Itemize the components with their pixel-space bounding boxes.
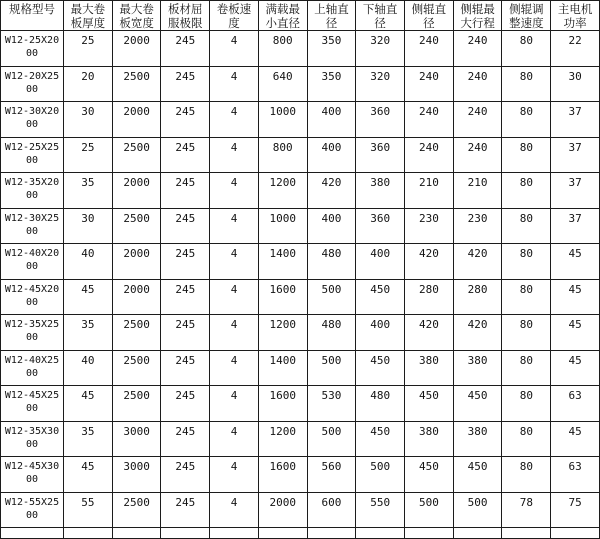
value-cell: 2500 <box>112 492 161 528</box>
value-cell: 80 <box>502 421 551 457</box>
column-header-side-roll-adjust-speed: 侧辊调整速度 <box>502 1 551 31</box>
value-cell: 320 <box>356 66 405 102</box>
value-cell: 35 <box>64 315 113 351</box>
value-cell: 37 <box>551 173 600 209</box>
value-cell: 2000 <box>112 279 161 315</box>
partial-bottom-row <box>1 528 600 539</box>
value-cell: 80 <box>502 137 551 173</box>
value-cell: 2000 <box>112 102 161 138</box>
value-cell: 2500 <box>112 137 161 173</box>
value-cell: 2500 <box>112 66 161 102</box>
value-cell: 4 <box>210 457 259 493</box>
column-header-min-full-load-diameter: 满载最小直径 <box>258 1 307 31</box>
empty-cell <box>64 528 113 539</box>
value-cell: 245 <box>161 315 210 351</box>
value-cell: 800 <box>258 137 307 173</box>
value-cell: 500 <box>405 492 454 528</box>
value-cell: 30 <box>64 102 113 138</box>
column-header-spec-model: 规格型号 <box>1 1 64 31</box>
value-cell: 45 <box>64 386 113 422</box>
value-cell: 380 <box>356 173 405 209</box>
value-cell: 45 <box>64 279 113 315</box>
empty-cell <box>112 528 161 539</box>
model-cell: W12-25X2000 <box>1 31 64 67</box>
value-cell: 420 <box>453 244 502 280</box>
value-cell: 4 <box>210 421 259 457</box>
value-cell: 1200 <box>258 315 307 351</box>
empty-cell <box>1 528 64 539</box>
model-cell: W12-30X2500 <box>1 208 64 244</box>
value-cell: 4 <box>210 102 259 138</box>
value-cell: 400 <box>307 102 356 138</box>
table-row <box>1 208 600 244</box>
value-cell: 420 <box>307 173 356 209</box>
table-row <box>1 244 600 280</box>
value-cell: 450 <box>356 421 405 457</box>
value-cell: 280 <box>453 279 502 315</box>
value-cell: 480 <box>356 386 405 422</box>
value-cell: 80 <box>502 350 551 386</box>
value-cell: 4 <box>210 350 259 386</box>
value-cell: 25 <box>64 31 113 67</box>
value-cell: 37 <box>551 208 600 244</box>
value-cell: 640 <box>258 66 307 102</box>
column-header-side-roll-max-stroke: 侧辊最大行程 <box>453 1 502 31</box>
model-cell: W12-40X2000 <box>1 244 64 280</box>
value-cell: 230 <box>405 208 454 244</box>
empty-cell <box>258 528 307 539</box>
value-cell: 2500 <box>112 208 161 244</box>
table-row <box>1 457 600 493</box>
value-cell: 450 <box>356 350 405 386</box>
value-cell: 240 <box>405 31 454 67</box>
value-cell: 30 <box>551 66 600 102</box>
value-cell: 63 <box>551 457 600 493</box>
value-cell: 500 <box>356 457 405 493</box>
table-row <box>1 102 600 138</box>
empty-cell <box>453 528 502 539</box>
value-cell: 2000 <box>112 244 161 280</box>
value-cell: 350 <box>307 66 356 102</box>
value-cell: 245 <box>161 244 210 280</box>
value-cell: 63 <box>551 386 600 422</box>
empty-cell <box>405 528 454 539</box>
value-cell: 210 <box>453 173 502 209</box>
value-cell: 245 <box>161 492 210 528</box>
value-cell: 4 <box>210 386 259 422</box>
table-row <box>1 421 600 457</box>
value-cell: 4 <box>210 279 259 315</box>
table-row <box>1 315 600 351</box>
value-cell: 80 <box>502 244 551 280</box>
value-cell: 240 <box>405 66 454 102</box>
value-cell: 320 <box>356 31 405 67</box>
value-cell: 500 <box>453 492 502 528</box>
value-cell: 80 <box>502 208 551 244</box>
value-cell: 280 <box>405 279 454 315</box>
table-row <box>1 386 600 422</box>
value-cell: 380 <box>405 421 454 457</box>
value-cell: 500 <box>307 421 356 457</box>
value-cell: 80 <box>502 102 551 138</box>
column-header-main-motor-power: 主电机功率 <box>551 1 600 31</box>
value-cell: 245 <box>161 457 210 493</box>
value-cell: 1600 <box>258 279 307 315</box>
value-cell: 245 <box>161 386 210 422</box>
model-cell: W12-20X2500 <box>1 66 64 102</box>
value-cell: 450 <box>453 457 502 493</box>
value-cell: 360 <box>356 137 405 173</box>
value-cell: 2500 <box>112 350 161 386</box>
value-cell: 40 <box>64 350 113 386</box>
value-cell: 37 <box>551 137 600 173</box>
value-cell: 80 <box>502 31 551 67</box>
value-cell: 245 <box>161 102 210 138</box>
value-cell: 4 <box>210 315 259 351</box>
value-cell: 1400 <box>258 350 307 386</box>
model-cell: W12-35X2000 <box>1 173 64 209</box>
value-cell: 800 <box>258 31 307 67</box>
model-cell: W12-45X3000 <box>1 457 64 493</box>
value-cell: 1600 <box>258 386 307 422</box>
value-cell: 240 <box>453 31 502 67</box>
table-row <box>1 66 600 102</box>
value-cell: 4 <box>210 137 259 173</box>
value-cell: 20 <box>64 66 113 102</box>
value-cell: 1200 <box>258 173 307 209</box>
value-cell: 450 <box>405 457 454 493</box>
value-cell: 2000 <box>112 31 161 67</box>
value-cell: 4 <box>210 208 259 244</box>
table-row <box>1 350 600 386</box>
value-cell: 78 <box>502 492 551 528</box>
column-header-max-plate-width: 最大卷板宽度 <box>112 1 161 31</box>
value-cell: 550 <box>356 492 405 528</box>
table-row <box>1 492 600 528</box>
value-cell: 4 <box>210 31 259 67</box>
value-cell: 240 <box>405 102 454 138</box>
value-cell: 350 <box>307 31 356 67</box>
empty-cell <box>551 528 600 539</box>
value-cell: 360 <box>356 208 405 244</box>
value-cell: 420 <box>405 315 454 351</box>
value-cell: 360 <box>356 102 405 138</box>
value-cell: 80 <box>502 173 551 209</box>
column-header-lower-roll-diameter: 下轴直径 <box>356 1 405 31</box>
value-cell: 45 <box>551 244 600 280</box>
value-cell: 1600 <box>258 457 307 493</box>
value-cell: 2000 <box>258 492 307 528</box>
empty-cell <box>502 528 551 539</box>
value-cell: 500 <box>307 279 356 315</box>
value-cell: 210 <box>405 173 454 209</box>
value-cell: 480 <box>307 315 356 351</box>
value-cell: 45 <box>64 457 113 493</box>
value-cell: 25 <box>64 137 113 173</box>
value-cell: 2500 <box>112 315 161 351</box>
value-cell: 2000 <box>112 173 161 209</box>
value-cell: 480 <box>307 244 356 280</box>
value-cell: 380 <box>405 350 454 386</box>
value-cell: 245 <box>161 31 210 67</box>
value-cell: 245 <box>161 279 210 315</box>
value-cell: 245 <box>161 66 210 102</box>
value-cell: 75 <box>551 492 600 528</box>
value-cell: 35 <box>64 173 113 209</box>
column-header-upper-roll-diameter: 上轴直径 <box>307 1 356 31</box>
value-cell: 245 <box>161 421 210 457</box>
value-cell: 380 <box>453 421 502 457</box>
value-cell: 45 <box>551 350 600 386</box>
empty-cell <box>356 528 405 539</box>
value-cell: 450 <box>356 279 405 315</box>
value-cell: 450 <box>453 386 502 422</box>
value-cell: 3000 <box>112 421 161 457</box>
value-cell: 22 <box>551 31 600 67</box>
value-cell: 420 <box>453 315 502 351</box>
value-cell: 45 <box>551 279 600 315</box>
value-cell: 35 <box>64 421 113 457</box>
value-cell: 380 <box>453 350 502 386</box>
value-cell: 3000 <box>112 457 161 493</box>
value-cell: 30 <box>64 208 113 244</box>
value-cell: 500 <box>307 350 356 386</box>
value-cell: 400 <box>307 208 356 244</box>
column-header-max-plate-thickness: 最大卷板厚度 <box>64 1 113 31</box>
value-cell: 2500 <box>112 386 161 422</box>
model-cell: W12-45X2000 <box>1 279 64 315</box>
value-cell: 240 <box>453 137 502 173</box>
column-header-yield-limit: 板材屈服极限 <box>161 1 210 31</box>
value-cell: 245 <box>161 137 210 173</box>
value-cell: 4 <box>210 173 259 209</box>
value-cell: 80 <box>502 386 551 422</box>
table-header-row <box>1 1 600 31</box>
empty-cell <box>210 528 259 539</box>
value-cell: 450 <box>405 386 454 422</box>
value-cell: 240 <box>405 137 454 173</box>
model-cell: W12-25X2500 <box>1 137 64 173</box>
model-cell: W12-30X2000 <box>1 102 64 138</box>
value-cell: 80 <box>502 66 551 102</box>
value-cell: 80 <box>502 315 551 351</box>
value-cell: 600 <box>307 492 356 528</box>
table-row <box>1 173 600 209</box>
value-cell: 40 <box>64 244 113 280</box>
column-header-side-roll-diameter: 侧辊直径 <box>405 1 454 31</box>
model-cell: W12-40X2500 <box>1 350 64 386</box>
empty-cell <box>307 528 356 539</box>
value-cell: 240 <box>453 102 502 138</box>
model-cell: W12-55X2500 <box>1 492 64 528</box>
model-cell: W12-35X2500 <box>1 315 64 351</box>
value-cell: 530 <box>307 386 356 422</box>
value-cell: 4 <box>210 244 259 280</box>
value-cell: 420 <box>405 244 454 280</box>
value-cell: 1000 <box>258 208 307 244</box>
value-cell: 4 <box>210 66 259 102</box>
value-cell: 80 <box>502 457 551 493</box>
value-cell: 1200 <box>258 421 307 457</box>
value-cell: 240 <box>453 66 502 102</box>
model-cell: W12-35X3000 <box>1 421 64 457</box>
model-cell: W12-45X2500 <box>1 386 64 422</box>
empty-cell <box>161 528 210 539</box>
value-cell: 245 <box>161 173 210 209</box>
table-row <box>1 31 600 67</box>
value-cell: 80 <box>502 279 551 315</box>
value-cell: 55 <box>64 492 113 528</box>
value-cell: 1400 <box>258 244 307 280</box>
value-cell: 45 <box>551 315 600 351</box>
value-cell: 245 <box>161 350 210 386</box>
value-cell: 400 <box>356 244 405 280</box>
table-row <box>1 137 600 173</box>
value-cell: 400 <box>307 137 356 173</box>
value-cell: 560 <box>307 457 356 493</box>
value-cell: 4 <box>210 492 259 528</box>
value-cell: 230 <box>453 208 502 244</box>
table-row <box>1 279 600 315</box>
value-cell: 37 <box>551 102 600 138</box>
column-header-rolling-speed: 卷板速度 <box>210 1 259 31</box>
value-cell: 245 <box>161 208 210 244</box>
value-cell: 400 <box>356 315 405 351</box>
value-cell: 1000 <box>258 102 307 138</box>
value-cell: 45 <box>551 421 600 457</box>
